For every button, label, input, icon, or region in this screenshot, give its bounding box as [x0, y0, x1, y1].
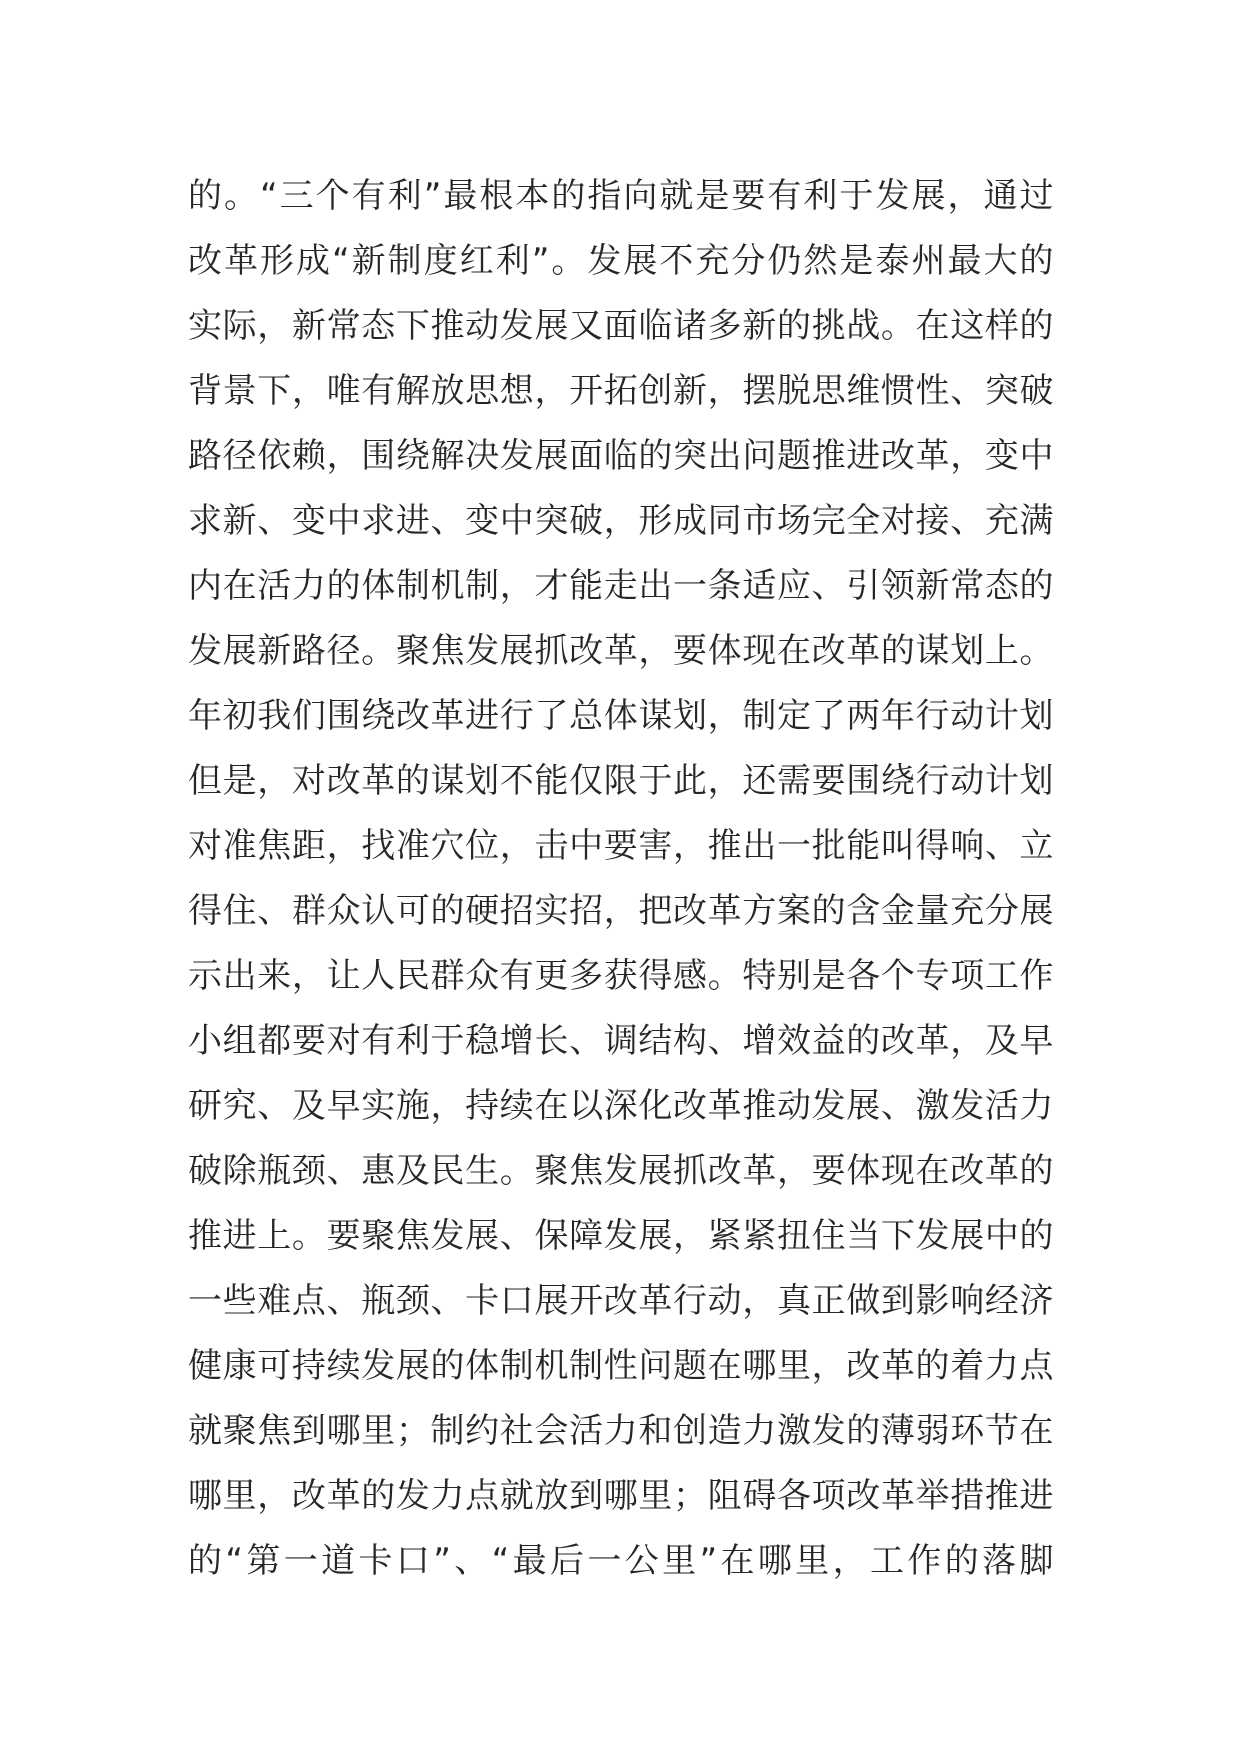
text-line: 实际，新常态下推动发展又面临诸多新的挑战。在这样的: [188, 306, 1054, 346]
text-line: 改革形成“新制度红利”。发展不充分仍然是泰州最大的: [188, 241, 1054, 281]
text-line: 小组都要对有利于稳增长、调结构、增效益的改革，及早: [188, 1021, 1054, 1061]
text-line: 健康可持续发展的体制机制性问题在哪里，改革的着力点: [188, 1346, 1054, 1386]
text-line: 但是，对改革的谋划不能仅限于此，还需要围绕行动计划: [188, 761, 1054, 801]
text-line: 内在活力的体制机制，才能走出一条适应、引领新常态的: [188, 566, 1054, 606]
text-line: 破除瓶颈、惠及民生。聚焦发展抓改革，要体现在改革的: [188, 1151, 1054, 1191]
text-line: 求新、变中求进、变中突破，形成同市场完全对接、充满: [188, 501, 1054, 541]
text-line: 得住、群众认可的硬招实招，把改革方案的含金量充分展: [188, 891, 1054, 931]
text-line: 就聚焦到哪里；制约社会活力和创造力激发的薄弱环节在: [188, 1411, 1054, 1451]
text-line: 路径依赖，围绕解决发展面临的突出问题推进改革，变中: [188, 436, 1054, 476]
body-text: [188, 164, 1054, 1594]
text-line: 研究、及早实施，持续在以深化改革推动发展、激发活力: [188, 1086, 1054, 1126]
text-line: 年初我们围绕改革进行了总体谋划，制定了两年行动计划: [188, 696, 1054, 736]
text-line: 对准焦距，找准穴位，击中要害，推出一批能叫得响、立: [188, 826, 1054, 866]
text-line: 发展新路径。聚焦发展抓改革，要体现在改革的谋划上。: [188, 631, 1054, 671]
text-line: 背景下，唯有解放思想，开拓创新，摆脱思维惯性、突破: [188, 371, 1054, 411]
text-line: 的。“三个有利”最根本的指向就是要有利于发展，通过: [188, 176, 1054, 216]
text-line: 推进上。要聚焦发展、保障发展，紧紧扭住当下发展中的: [188, 1216, 1054, 1256]
text-line: 的“第一道卡口”、“最后一公里”在哪里，工作的落脚: [188, 1541, 1054, 1581]
text-line: 哪里，改革的发力点就放到哪里；阻碍各项改革举措推进: [188, 1476, 1054, 1516]
text-line: 示出来，让人民群众有更多获得感。特别是各个专项工作: [188, 956, 1054, 996]
text-line: 一些难点、瓶颈、卡口展开改革行动，真正做到影响经济: [188, 1281, 1054, 1321]
